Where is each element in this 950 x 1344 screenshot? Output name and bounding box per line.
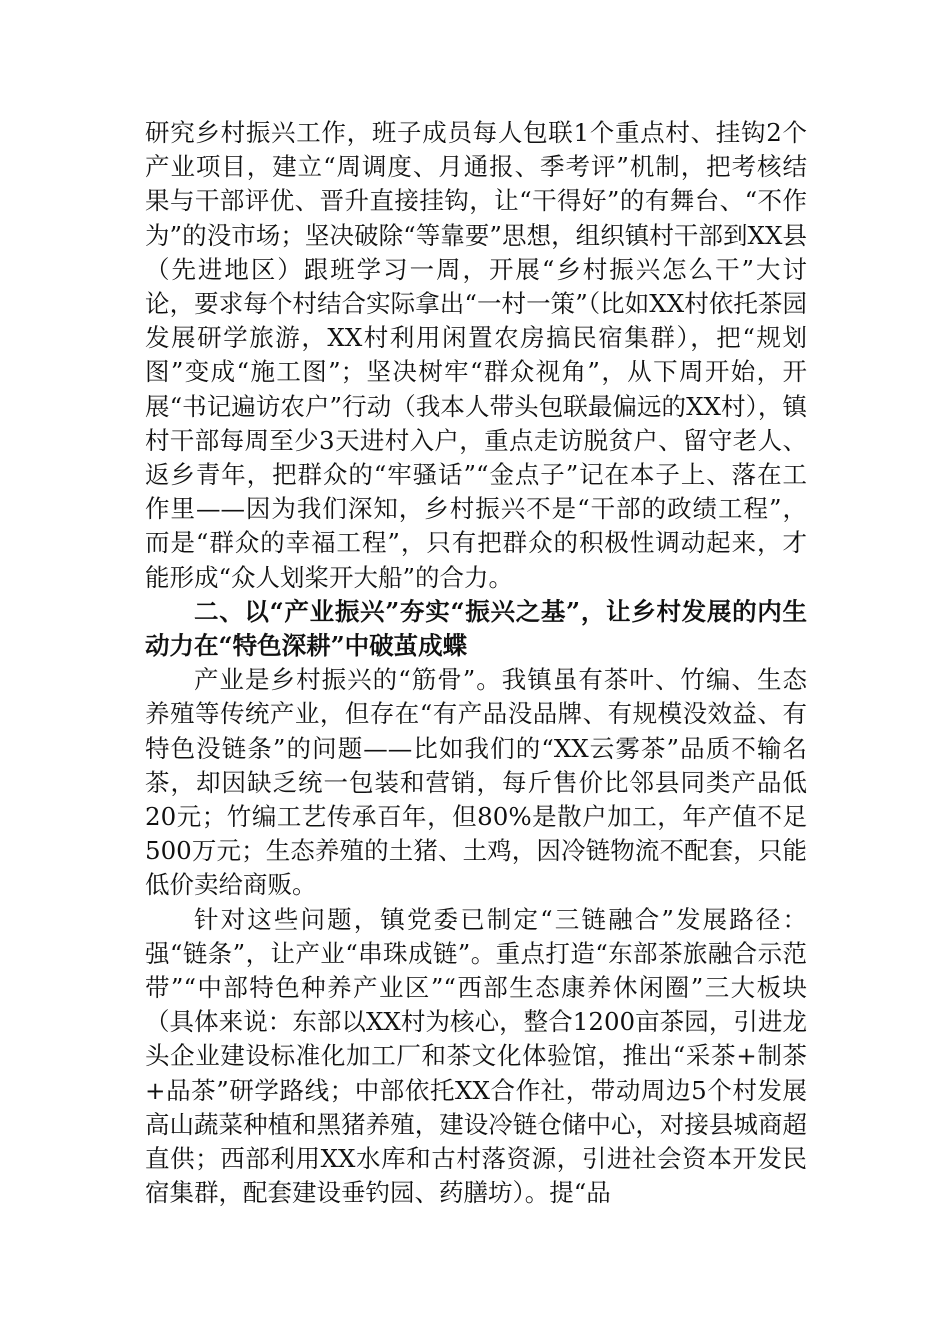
document-body bbox=[145, 116, 807, 1211]
paragraph-development-path: 针对这些问题，镇党委已制定“三链融合”发展路径：强“链条”，让产业“串珠成链”。重点打造“东部茶旅融合示范带”“中部特色种养产业区”“西部生态康养休闲圈”三大板块（具体来说：东部以XX村为核心，整合1200亩茶园，引进龙头企业建设标准化加工厂和茶文化体验馆，推出“采茶+制茶+品茶”研学路线；中部依托XX合作社，带动周边5个村发展高山蔬菜种植和黑猪养殖，建设冷链仓储中心，对接县城商超直供；西部利用XX水库和古村落资源，引进社会资本开发民宿集群，配套建设垂钓园、药膳坊）。提“品 bbox=[145, 904, 807, 1208]
paragraph-industry-problems: 产业是乡村振兴的“筋骨”。我镇虽有茶叶、竹编、生态养殖等传统产业，但存在“有产品没品牌、有规模没效益、有特色没链条”的问题——比如我们的“XX云雾茶”品质不输名茶，却因缺乏统一包装和营销，每斤售价比邻县同类产品低20元；竹编工艺传承百年，但80%是散户加工，年产值不足500万元；生态养殖的土猪、土鸡，因冷链物流不配套，只能低价卖给商贩。 bbox=[145, 665, 807, 900]
paragraph-continued: 研究乡村振兴工作，班子成员每人包联1个重点村、挂钩2个产业项目，建立“周调度、月通报、季考评”机制，把考核结果与干部评优、晋升直接挂钩，让“干得好”的有舞台、“不作为”的没市场；坚决破除“等靠要”思想，组织镇村干部到XX县（先进地区）跟班学习一周，开展“乡村振兴怎么干”大讨论，要求每个村结合实际拿出“一村一策”（比如XX村依托茶园发展研学旅游，XX村利用闲置农房搞民宿集群），把“规划图”变成“施工图”；坚决树牢“群众视角”，从下周开始，开展“书记遍访农户”行动（我本人带头包联最偏远的XX村），镇村干部每周至少3天进村入户，重点走访脱贫户、留守老人、返乡青年，把群众的“牢骚话”“金点子”记在本子上、落在工作里——因为我们深知，乡村振兴不是“干部的政绩工程”，而是“群众的幸福工程”，只有把群众的积极性调动起来，才能形成“众人划桨开大船”的合力。 bbox=[145, 118, 807, 592]
section-heading: 二、以“产业振兴”夯实“振兴之基”，让乡村发展的内生动力在“特色深耕”中破茧成蝶 bbox=[145, 596, 807, 661]
